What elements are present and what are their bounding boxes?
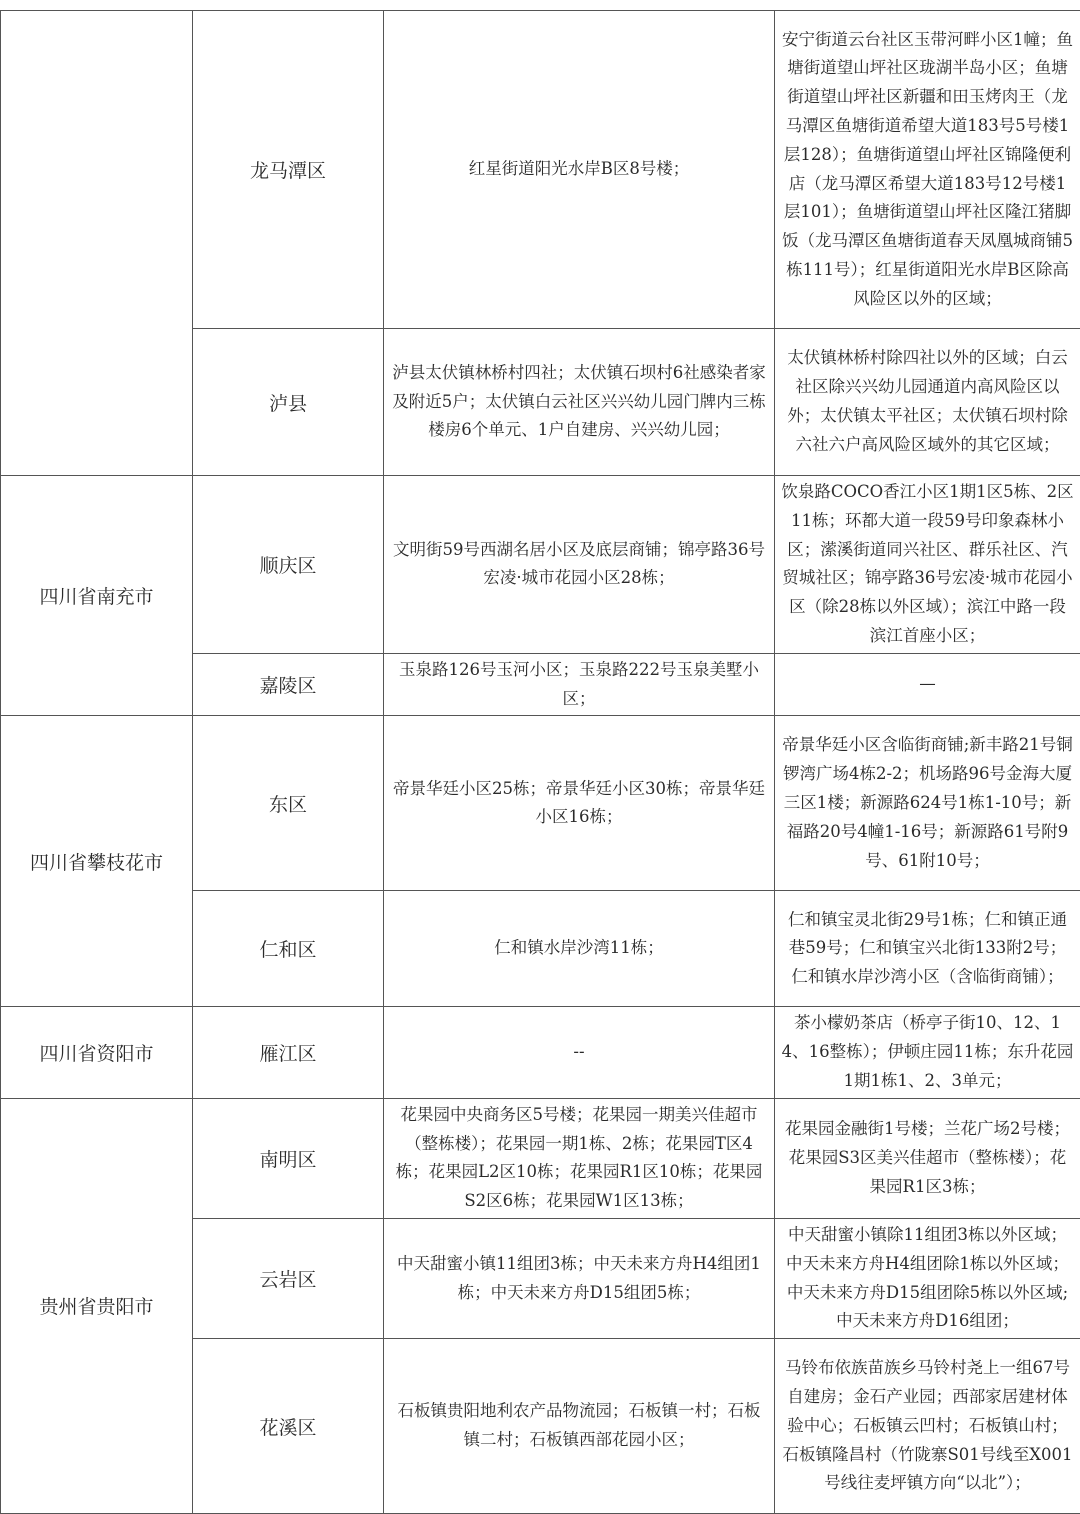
district-cell: 泸县 bbox=[193, 329, 384, 476]
low-risk-cell: 仁和镇宝灵北街29号1栋；仁和镇正通巷59号；仁和镇宝兴北街133附2号；仁和镇水岸沙湾小区（含临街商铺）； bbox=[775, 891, 1080, 1007]
city-cell: 四川省资阳市 bbox=[1, 1007, 193, 1098]
low-risk-cell: 太伏镇林桥村除四社以外的区域；白云社区除兴兴幼儿园通道内高风险区以外；太伏镇太平社区；太伏镇石坝村除六社六户高风险区域外的其它区域； bbox=[775, 329, 1080, 476]
medium-risk-cell: 中天甜蜜小镇11组团3栋；中天未来方舟H4组团1栋；中天未来方舟D15组团5栋； bbox=[384, 1218, 775, 1338]
low-risk-cell: 饮泉路COCO香江小区1期1区5栋、2区11栋；环都大道一段59号印象森林小区；潆溪街道同兴社区、群乐社区、汽贸城社区；锦亭路36号宏凌·城市花园小区（除28栋以外区域）；滨江中路一段滨江首座小区； bbox=[775, 476, 1080, 654]
medium-risk-cell: 帝景华廷小区25栋；帝景华廷小区30栋；帝景华廷小区16栋； bbox=[384, 716, 775, 891]
medium-risk-cell: 仁和镇水岸沙湾11栋； bbox=[384, 891, 775, 1007]
table-row bbox=[1, 11, 1080, 329]
city-cell bbox=[1, 11, 193, 476]
low-risk-cell: 中天甜蜜小镇除11组团3栋以外区域；中天未来方舟H4组团除1栋以外区域；中天未来方舟D15组团除5栋以外区域;中天未来方舟D16组团； bbox=[775, 1218, 1080, 1338]
low-risk-cell: — bbox=[775, 653, 1080, 716]
district-cell: 仁和区 bbox=[193, 891, 384, 1007]
medium-risk-cell: 石板镇贵阳地利农产品物流园；石板镇一村；石板镇二村；石板镇西部花园小区； bbox=[384, 1339, 775, 1514]
risk-area-table bbox=[0, 10, 1080, 1514]
table-row bbox=[1, 476, 1080, 654]
medium-risk-cell: -- bbox=[384, 1007, 775, 1098]
medium-risk-cell: 玉泉路126号玉河小区；玉泉路222号玉泉美墅小区； bbox=[384, 653, 775, 716]
table-row bbox=[1, 716, 1080, 891]
city-cell: 贵州省贵阳市 bbox=[1, 1098, 193, 1513]
table-row bbox=[1, 1098, 1080, 1218]
medium-risk-cell: 文明街59号西湖名居小区及底层商铺；锦亭路36号宏凌·城市花园小区28栋； bbox=[384, 476, 775, 654]
low-risk-cell: 花果园金融街1号楼；兰花广场2号楼；花果园S3区美兴佳超市（整栋楼）；花果园R1区3栋； bbox=[775, 1098, 1080, 1218]
table-row bbox=[1, 1007, 1080, 1098]
district-cell: 东区 bbox=[193, 716, 384, 891]
city-cell: 四川省南充市 bbox=[1, 476, 193, 716]
medium-risk-cell: 红星街道阳光水岸B区8号楼； bbox=[384, 11, 775, 329]
low-risk-cell: 帝景华廷小区含临街商铺;新丰路21号铜锣湾广场4栋2-2；机场路96号金海大厦三区1楼；新源路624号1栋1-10号；新福路20号4幢1-16号；新源路61号附9号、61附10号； bbox=[775, 716, 1080, 891]
low-risk-cell: 马铃布依族苗族乡马铃村尧上一组67号自建房；金石产业园；西部家居建材体验中心；石板镇云凹村；石板镇山村；石板镇隆昌村（竹陇寨S01号线至X001号线往麦坪镇方向“以北”）； bbox=[775, 1339, 1080, 1514]
district-cell: 雁江区 bbox=[193, 1007, 384, 1098]
medium-risk-cell: 泸县太伏镇林桥村四社；太伏镇石坝村6社感染者家及附近5户；太伏镇白云社区兴兴幼儿园门牌内三栋楼房6个单元、1户自建房、兴兴幼儿园； bbox=[384, 329, 775, 476]
district-cell: 花溪区 bbox=[193, 1339, 384, 1514]
district-cell: 南明区 bbox=[193, 1098, 384, 1218]
district-cell: 嘉陵区 bbox=[193, 653, 384, 716]
low-risk-cell: 安宁街道云台社区玉带河畔小区1幢；鱼塘街道望山坪社区珑湖半岛小区；鱼塘街道望山坪社区新疆和田玉烤肉王（龙马潭区鱼塘街道希望大道183号5号楼1层128）；鱼塘街道望山坪社区锦隆便利店（龙马潭区希望大道183号12号楼1层101）；鱼塘街道望山坪社区隆江猪脚饭（龙马潭区鱼塘街道春天凤凰城商铺5栋111号）；红星街道阳光水岸B区除高风险区以外的区域； bbox=[775, 11, 1080, 329]
district-cell: 云岩区 bbox=[193, 1218, 384, 1338]
medium-risk-cell: 花果园中央商务区5号楼；花果园一期美兴佳超市（整栋楼）；花果园一期1栋、2栋；花果园T区4栋；花果园L2区10栋；花果园R1区10栋；花果园S2区6栋；花果园W1区13栋； bbox=[384, 1098, 775, 1218]
district-cell: 龙马潭区 bbox=[193, 11, 384, 329]
district-cell: 顺庆区 bbox=[193, 476, 384, 654]
low-risk-cell: 茶小檬奶茶店（桥亭子街10、12、14、16整栋）；伊顿庄园11栋；东升花园1期1栋1、2、3单元； bbox=[775, 1007, 1080, 1098]
city-cell: 四川省攀枝花市 bbox=[1, 716, 193, 1007]
